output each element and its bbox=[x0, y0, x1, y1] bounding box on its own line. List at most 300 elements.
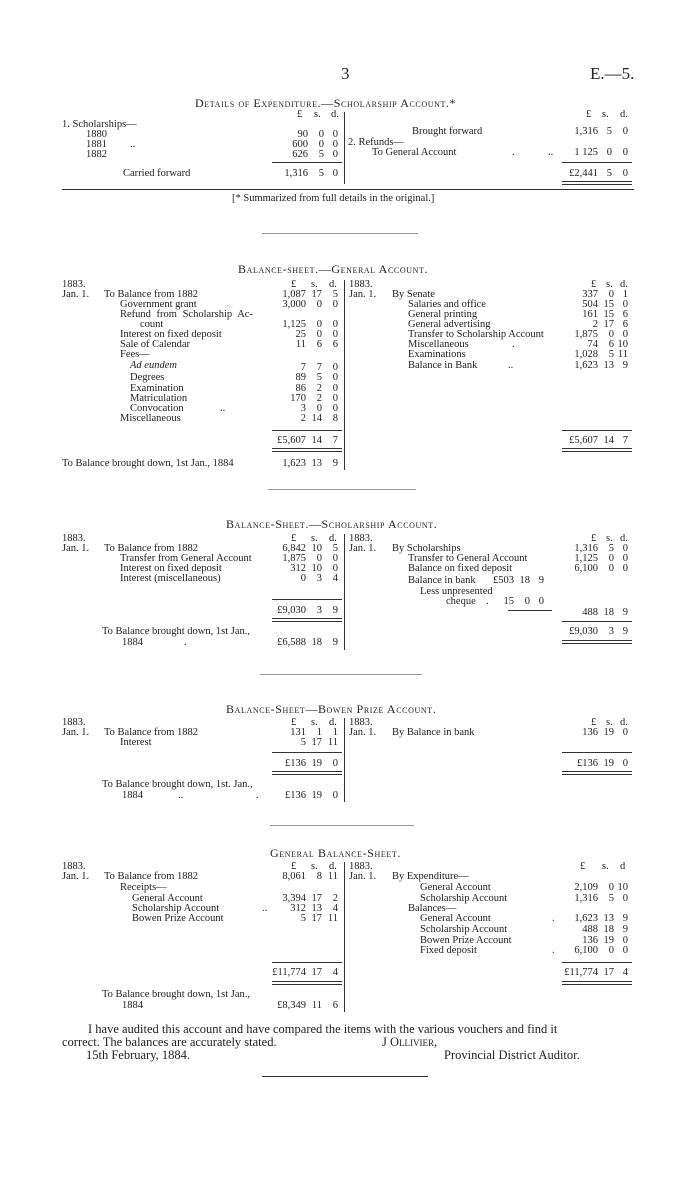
gb-left-total-pence: 4 bbox=[332, 967, 338, 978]
ga-right-pence: 0 bbox=[622, 329, 628, 340]
gb-expenditure-item: Scholarship Account bbox=[420, 893, 508, 904]
bp-left-shillings: 1 bbox=[316, 727, 322, 738]
audit-line-1: I have audited this account and have compared the items with the various vouchers and find it bbox=[88, 1022, 558, 1036]
sa-divider bbox=[344, 534, 345, 650]
ga-left-pounds: 170 bbox=[290, 393, 306, 404]
ga-year: 1883. bbox=[62, 279, 86, 290]
ga-right-col-shillings: s. bbox=[606, 279, 613, 290]
ga-right-pounds: 161 bbox=[582, 309, 598, 320]
ga-left-pounds: 11 bbox=[295, 339, 306, 350]
gb-right-date: Jan. 1. bbox=[349, 871, 377, 882]
carried-forward-shillings: 5 bbox=[318, 168, 324, 179]
bp-right-total-pence: 0 bbox=[622, 758, 628, 769]
ga-left-label: Fees— bbox=[120, 349, 150, 360]
sa-right-label: Transfer to General Account bbox=[408, 553, 528, 564]
gb-bal-pence: 9 bbox=[622, 924, 628, 935]
gb-left-total-pounds: £11,774 bbox=[272, 967, 306, 978]
carried-forward-pence: 0 bbox=[332, 168, 338, 179]
bp-right-date: Jan. 1. bbox=[349, 727, 377, 738]
sa-left-pounds: 0 bbox=[300, 573, 306, 584]
exp-divider bbox=[344, 112, 345, 184]
bowen-account-title: Balance-Sheet—Bowen Prize Account. bbox=[226, 702, 437, 716]
sa-cheque-shillings: 0 bbox=[524, 596, 530, 607]
refund-dots: .. bbox=[548, 147, 554, 158]
ga-right-pounds: 2 bbox=[592, 319, 598, 330]
sa-left-total-pounds: £9,030 bbox=[277, 605, 306, 616]
sa-cheque-pence: 0 bbox=[538, 596, 544, 607]
gb-brought-year: 1884 bbox=[122, 1000, 143, 1011]
sa-right-total-pence: 9 bbox=[622, 626, 628, 637]
gb-left-total-shillings: 17 bbox=[311, 967, 322, 978]
closing-rule bbox=[262, 1076, 428, 1077]
brought-forward-label: Brought forward bbox=[412, 126, 483, 137]
bp-right-year: 1883. bbox=[349, 717, 373, 728]
sa-left-total-shillings: 3 bbox=[316, 605, 322, 616]
bp-brought-dots: .. bbox=[178, 790, 184, 801]
ga-left-shillings: 2 bbox=[316, 393, 322, 404]
ga-right-label: Balance in Bank bbox=[408, 360, 478, 371]
section-separator bbox=[270, 825, 414, 826]
bp-right-pounds: 136 bbox=[582, 727, 598, 738]
ga-left-pence: 0 bbox=[332, 403, 338, 414]
bp-right-col-pence: d. bbox=[620, 717, 628, 728]
page-number: 3 bbox=[341, 64, 350, 83]
gb-right-total-pounds: £11,774 bbox=[564, 967, 598, 978]
exp-row-pence: 0 bbox=[332, 149, 338, 160]
ga-left-shillings: 0 bbox=[316, 403, 322, 414]
gb-exp-pence: 0 bbox=[622, 893, 628, 904]
ga-right-shillings: 0 bbox=[608, 329, 614, 340]
section-separator bbox=[260, 674, 422, 675]
bp-left-double-rule bbox=[272, 771, 342, 775]
gb-brought-pounds: £8,349 bbox=[277, 1000, 306, 1011]
sa-left-pounds: 312 bbox=[290, 563, 306, 574]
exp-total-pounds: £2,441 bbox=[569, 168, 598, 179]
bp-right-total-pounds: £136 bbox=[577, 758, 598, 769]
page-reference: E.—5. bbox=[590, 64, 635, 83]
exp-right-col-shillings: s. bbox=[602, 109, 609, 120]
sa-right-year: 1883. bbox=[349, 533, 373, 544]
bp-date: Jan. 1. bbox=[62, 727, 90, 738]
ga-left-total-rule bbox=[272, 430, 342, 431]
section-separator bbox=[268, 489, 416, 490]
ga-right-pence: 1 bbox=[622, 289, 628, 300]
sa-left-double-rule bbox=[272, 618, 342, 622]
bp-left-pounds: 131 bbox=[290, 727, 306, 738]
exp-bottom-rule bbox=[62, 189, 634, 190]
ga-left-pounds: 1,125 bbox=[282, 319, 306, 330]
section-separator bbox=[262, 233, 418, 234]
ga-brought-down-label: To Balance brought down, 1st Jan., 1884 bbox=[62, 458, 234, 469]
sa-right-label: Balance on fixed deposit bbox=[408, 563, 513, 574]
ga-left-shillings: 2 bbox=[316, 383, 322, 394]
ga-left-shillings: 0 bbox=[316, 319, 322, 330]
bp-left-pounds: 5 bbox=[300, 737, 306, 748]
sa-right-shillings: 0 bbox=[608, 553, 614, 564]
sa-brought-pounds: £6,588 bbox=[277, 637, 306, 648]
bp-right-col-pounds: £ bbox=[591, 717, 597, 728]
sa-left-shillings: 0 bbox=[316, 553, 322, 564]
bp-left-pence: 1 bbox=[332, 727, 338, 738]
ga-right-pounds: 1,875 bbox=[574, 329, 598, 340]
refund-label: To General Account bbox=[372, 147, 457, 158]
ga-left-pounds: 7 bbox=[300, 362, 306, 373]
sa-brought-dot: . bbox=[184, 637, 187, 648]
exp-row-pounds: 626 bbox=[292, 149, 308, 160]
exp-left-col-shillings: s. bbox=[314, 109, 321, 120]
gb-exp-shillings: 0 bbox=[608, 882, 614, 893]
ga-left-pence: 0 bbox=[332, 319, 338, 330]
sa-right-shillings: 0 bbox=[608, 563, 614, 574]
gb-left-total-rule bbox=[272, 962, 342, 963]
exp-right-col-pence: d. bbox=[620, 109, 628, 120]
ga-left-label: Government grant bbox=[120, 299, 197, 310]
bp-right-col-shillings: s. bbox=[606, 717, 613, 728]
gb-receipt-label: General Account bbox=[132, 893, 203, 904]
sa-bank-label: Balance in bank bbox=[408, 575, 476, 586]
ga-right-total-shillings: 14 bbox=[603, 435, 614, 446]
ga-left-total-shillings: 14 bbox=[311, 435, 322, 446]
sa-right-total-rule bbox=[562, 621, 632, 622]
ga-right-pounds: 1,028 bbox=[574, 349, 598, 360]
ga-left-label: Examination bbox=[130, 383, 184, 394]
sa-cheque-rule bbox=[508, 610, 552, 611]
gb-bal-pounds: 488 bbox=[582, 924, 598, 935]
bp-brought-down-label: To Balance brought down, 1st. Jan., bbox=[102, 779, 253, 790]
gb-right-total-pence: 4 bbox=[622, 967, 628, 978]
bp-left-total-pounds: £136 bbox=[285, 758, 306, 769]
bp-left-total-rule bbox=[272, 752, 342, 753]
sa-right-col-pence: d. bbox=[620, 533, 628, 544]
gb-left-first-label: To Balance from 1882 bbox=[104, 871, 199, 882]
exp-row-pence: 0 bbox=[332, 139, 338, 150]
sa-right-total-shillings: 3 bbox=[608, 626, 614, 637]
gb-right-col-pence: d bbox=[620, 861, 626, 872]
exp-row-shillings: 0 bbox=[318, 139, 324, 150]
sa-less-label: Less unpresented bbox=[420, 586, 493, 597]
ga-right-shillings: 15 bbox=[603, 309, 614, 320]
gb-exp-shillings: 5 bbox=[608, 893, 614, 904]
ga-left-label: Convocation bbox=[130, 403, 184, 414]
bp-brought-pence: 0 bbox=[332, 790, 338, 801]
ga-col-pence: d. bbox=[329, 279, 337, 290]
gb-bal-shillings: 0 bbox=[608, 945, 614, 956]
sa-bank-net-shillings: 18 bbox=[603, 607, 614, 618]
brought-forward-pence: 0 bbox=[622, 126, 628, 137]
sa-left-pounds: 1,875 bbox=[282, 553, 306, 564]
sa-left-label: Interest on fixed deposit bbox=[120, 563, 222, 574]
ga-right-shillings: 17 bbox=[603, 319, 614, 330]
ga-right-col-pounds: £ bbox=[591, 279, 597, 290]
bp-left-label: Interest bbox=[120, 737, 152, 748]
ga-right-pounds: 74 bbox=[587, 339, 598, 350]
sa-brought-down-label: To Balance brought down, 1st Jan., bbox=[102, 626, 250, 637]
ga-date: Jan. 1. bbox=[62, 289, 90, 300]
bp-right-pence: 0 bbox=[622, 727, 628, 738]
ga-convocation-dots: .. bbox=[220, 403, 226, 414]
ga-col-shillings: s. bbox=[311, 279, 318, 290]
sa-right-col-pounds: £ bbox=[591, 533, 597, 544]
general-balance-title: General Balance-Sheet. bbox=[270, 846, 401, 860]
ga-left-pence: 0 bbox=[332, 372, 338, 383]
gb-gen-dot: . bbox=[552, 913, 555, 924]
bp-right-double-rule bbox=[562, 771, 632, 775]
bp-right-total-rule bbox=[562, 752, 632, 753]
bp-right-total-shillings: 19 bbox=[603, 758, 614, 769]
ga-left-label: Matriculation bbox=[130, 393, 188, 404]
ga-right-date: Jan. 1. bbox=[349, 289, 377, 300]
ga-left-pence: 0 bbox=[332, 393, 338, 404]
sa-right-pounds: 6,100 bbox=[574, 563, 598, 574]
ga-left-total-pence: 7 bbox=[332, 435, 338, 446]
sa-left-pence: 5 bbox=[332, 543, 338, 554]
ga-left-pounds: 3 bbox=[300, 403, 306, 414]
gb-fixed-dot: . bbox=[552, 945, 555, 956]
ga-right-total-pence: 7 bbox=[622, 435, 628, 446]
gb-right-year: 1883. bbox=[349, 861, 373, 872]
ga-left-label: Degrees bbox=[130, 372, 165, 383]
gb-receipt-pounds: 312 bbox=[290, 903, 306, 914]
ga-bank-dots: .. bbox=[508, 360, 514, 371]
bp-left-pence: 11 bbox=[327, 737, 338, 748]
ga-brought-pence: 9 bbox=[332, 458, 338, 469]
exp-row-pence: 0 bbox=[332, 129, 338, 140]
gb-receipt-pence: 2 bbox=[332, 893, 338, 904]
gb-bal-shillings: 13 bbox=[603, 913, 614, 924]
bp-col-pence: d. bbox=[329, 717, 337, 728]
gb-divider bbox=[344, 862, 345, 1012]
sa-right-pounds: 1,125 bbox=[574, 553, 598, 564]
ga-left-pounds: 89 bbox=[295, 372, 306, 383]
sa-right-double-rule bbox=[562, 640, 632, 644]
ga-right-pence: 6 bbox=[622, 309, 628, 320]
gb-col-pence: d. bbox=[329, 861, 337, 872]
exp-row-shillings: 5 bbox=[318, 149, 324, 160]
ga-left-pounds: 86 bbox=[295, 383, 306, 394]
gb-right-total-shillings: 17 bbox=[603, 967, 614, 978]
bp-col-shillings: s. bbox=[311, 717, 318, 728]
brought-forward-pounds: 1,316 bbox=[574, 126, 598, 137]
refund-pounds: 1 125 bbox=[574, 147, 598, 158]
gb-left-first-shillings: 8 bbox=[316, 871, 322, 882]
gb-receipt-dots: .. bbox=[262, 903, 268, 914]
ga-left-pounds: 1,087 bbox=[282, 289, 306, 300]
bp-brought-pounds: £136 bbox=[285, 790, 306, 801]
bp-left-total-pence: 0 bbox=[332, 758, 338, 769]
sa-brought-shillings: 18 bbox=[311, 637, 322, 648]
ga-brought-shillings: 13 bbox=[311, 458, 322, 469]
carried-forward-pounds: 1,316 bbox=[284, 168, 308, 179]
ga-left-shillings: 0 bbox=[316, 299, 322, 310]
ga-right-pence: 0 bbox=[622, 299, 628, 310]
ga-left-pence: 5 bbox=[332, 289, 338, 300]
sa-right-total-pounds: £9,030 bbox=[569, 626, 598, 637]
sa-left-total-rule bbox=[272, 599, 342, 600]
ga-left-shillings: 7 bbox=[316, 362, 322, 373]
gb-bal-pounds: 6,100 bbox=[574, 945, 598, 956]
gb-receipt-label: Scholarship Account bbox=[132, 903, 220, 914]
ga-left-label: Refund from Scholarship Ac- bbox=[120, 309, 253, 320]
refund-pence: 0 bbox=[622, 147, 628, 158]
ga-right-total-pounds: £5,607 bbox=[569, 435, 598, 446]
exp-row-label: 1882 bbox=[86, 149, 107, 160]
ga-right-year: 1883. bbox=[349, 279, 373, 290]
sa-right-pence: 0 bbox=[622, 563, 628, 574]
ga-left-pence: 0 bbox=[332, 383, 338, 394]
scholarships-heading: 1. Scholarships— bbox=[62, 119, 137, 130]
sa-left-pence: 4 bbox=[332, 573, 338, 584]
exp-row-label: 1881 bbox=[86, 139, 107, 150]
bp-brought-dot: . bbox=[256, 790, 259, 801]
audit-title: Provincial District Auditor. bbox=[444, 1048, 580, 1062]
sa-right-col-shillings: s. bbox=[606, 533, 613, 544]
gb-receipts-label: Receipts— bbox=[120, 882, 167, 893]
sa-left-pence: 0 bbox=[332, 553, 338, 564]
gb-bal-pence: 0 bbox=[622, 935, 628, 946]
ga-left-label: To Balance from 1882 bbox=[104, 289, 199, 300]
ga-right-double-rule bbox=[562, 448, 632, 452]
audit-line-2: correct. The balances are accurately stated. bbox=[62, 1035, 277, 1049]
sa-left-pence: 0 bbox=[332, 563, 338, 574]
gb-balance-item: Scholarship Account bbox=[420, 924, 508, 935]
sa-right-label: By Scholarships bbox=[392, 543, 461, 554]
ga-col-pounds: £ bbox=[291, 279, 297, 290]
sa-col-pounds: £ bbox=[291, 533, 297, 544]
bp-year: 1883. bbox=[62, 717, 86, 728]
ga-left-label: Ad eundem bbox=[130, 360, 177, 371]
bp-right-shillings: 19 bbox=[603, 727, 614, 738]
sa-left-shillings: 3 bbox=[316, 573, 322, 584]
sa-year: 1883. bbox=[62, 533, 86, 544]
exp-total-shillings: 5 bbox=[606, 168, 612, 179]
ga-right-pounds: 1,623 bbox=[574, 360, 598, 371]
ga-right-pounds: 337 bbox=[582, 289, 598, 300]
gb-balance-item: General Account bbox=[420, 913, 491, 924]
gb-exp-pounds: 2,109 bbox=[574, 882, 598, 893]
gb-year: 1883. bbox=[62, 861, 86, 872]
ga-brought-pounds: 1,623 bbox=[282, 458, 306, 469]
ga-left-pounds: 2 bbox=[300, 413, 306, 424]
gb-receipt-pence: 4 bbox=[332, 903, 338, 914]
exp-total-rule bbox=[562, 162, 632, 163]
gb-receipt-shillings: 13 bbox=[311, 903, 322, 914]
gb-left-first-pounds: 8,061 bbox=[282, 871, 306, 882]
bp-col-pounds: £ bbox=[291, 717, 297, 728]
sa-right-pence: 0 bbox=[622, 543, 628, 554]
bp-divider bbox=[344, 718, 345, 802]
refunds-heading: 2. Refunds— bbox=[348, 137, 404, 148]
gb-receipt-pence: 11 bbox=[327, 913, 338, 924]
exp-row-shillings: 0 bbox=[318, 129, 324, 140]
sa-left-label: Interest (miscellaneous) bbox=[120, 573, 221, 584]
sa-right-date: Jan. 1. bbox=[349, 543, 377, 554]
gb-exp-pence: 10 bbox=[617, 882, 628, 893]
ga-right-shillings: 15 bbox=[603, 299, 614, 310]
sa-cheque-pounds: 15 bbox=[503, 596, 514, 607]
gb-right-col-shillings: s. bbox=[602, 861, 609, 872]
sa-cheque-label: cheque bbox=[446, 596, 476, 607]
gb-bal-shillings: 18 bbox=[603, 924, 614, 935]
ga-left-shillings: 17 bbox=[311, 289, 322, 300]
ga-right-col-pence: d. bbox=[620, 279, 628, 290]
gb-brought-pence: 6 bbox=[332, 1000, 338, 1011]
bp-left-total-shillings: 19 bbox=[311, 758, 322, 769]
ga-left-pence: 6 bbox=[332, 339, 338, 350]
expenditure-title: Details of Expenditure.—Scholarship Account.* bbox=[195, 96, 457, 110]
sa-date: Jan. 1. bbox=[62, 543, 90, 554]
scholarship-account-title: Balance-Sheet.—Scholarship Account. bbox=[226, 517, 438, 531]
ga-left-label: count bbox=[140, 319, 164, 330]
sa-brought-year: 1884 bbox=[122, 637, 143, 648]
gb-expenditure-item: General Account bbox=[420, 882, 491, 893]
ga-left-label: Sale of Calendar bbox=[120, 339, 190, 350]
ga-right-shillings: 13 bbox=[603, 360, 614, 371]
ga-left-pence: 0 bbox=[332, 329, 338, 340]
ga-divider bbox=[344, 280, 345, 470]
ga-right-shillings: 5 bbox=[608, 349, 614, 360]
ga-left-pence: 0 bbox=[332, 299, 338, 310]
gb-receipt-pounds: 3,394 bbox=[282, 893, 306, 904]
bp-brought-year: 1884 bbox=[122, 790, 143, 801]
gb-right-col-pounds: £ bbox=[580, 861, 586, 872]
exp-right-col-pounds: £ bbox=[586, 109, 592, 120]
exp-row-pounds: 600 bbox=[292, 139, 308, 150]
exp-row-label: 1880 bbox=[86, 129, 107, 140]
ga-left-pence: 8 bbox=[332, 413, 338, 424]
ga-right-label: General printing bbox=[408, 309, 478, 320]
sa-bank-net-pounds: 488 bbox=[582, 607, 598, 618]
exp-left-col-pounds: £ bbox=[297, 109, 303, 120]
gb-bal-pounds: 1,623 bbox=[574, 913, 598, 924]
ga-left-shillings: 6 bbox=[316, 339, 322, 350]
sa-bank-inner-pounds: £503 bbox=[493, 575, 514, 586]
sa-bank-inner-shillings: 18 bbox=[519, 575, 530, 586]
ga-right-shillings: 6 bbox=[608, 339, 614, 350]
ga-left-label: Miscellaneous bbox=[120, 413, 181, 424]
ga-right-label: Transfer to Scholarship Account bbox=[408, 329, 544, 340]
exp-total-pence: 0 bbox=[622, 168, 628, 179]
gb-receipt-shillings: 17 bbox=[311, 913, 322, 924]
refund-shillings: 0 bbox=[606, 147, 612, 158]
general-account-title: Balance-sheet.—General Account. bbox=[238, 262, 429, 276]
ga-left-pounds: 3,000 bbox=[282, 299, 306, 310]
audit-date: 15th February, 1884. bbox=[86, 1048, 191, 1062]
gb-bal-shillings: 19 bbox=[603, 935, 614, 946]
gb-balance-item: Fixed deposit bbox=[420, 945, 477, 956]
sa-left-total-pence: 9 bbox=[332, 605, 338, 616]
sa-left-label: To Balance from 1882 bbox=[104, 543, 199, 554]
sa-brought-pence: 9 bbox=[332, 637, 338, 648]
ga-left-shillings: 0 bbox=[316, 329, 322, 340]
ga-right-label: Miscellaneous bbox=[408, 339, 469, 350]
ga-right-total-rule bbox=[562, 430, 632, 431]
ga-right-pence: 9 bbox=[622, 360, 628, 371]
sa-left-pounds: 6,842 bbox=[282, 543, 306, 554]
sa-bank-inner-pence: 9 bbox=[538, 575, 544, 586]
gb-right-total-rule bbox=[562, 962, 632, 963]
gb-receipt-pounds: 5 bbox=[300, 913, 306, 924]
sa-bank-net-pence: 9 bbox=[622, 607, 628, 618]
ga-right-label: Examinations bbox=[408, 349, 466, 360]
ga-left-double-rule bbox=[272, 448, 342, 452]
brought-forward-shillings: 5 bbox=[606, 126, 612, 137]
gb-balance-item: Bowen Prize Account bbox=[420, 935, 512, 946]
gb-col-shillings: s. bbox=[311, 861, 318, 872]
bp-right-label: By Balance in bank bbox=[392, 727, 475, 738]
gb-expenditure-label: By Expenditure— bbox=[392, 871, 469, 882]
refund-dot: . bbox=[512, 147, 515, 158]
carried-forward-label: Carried forward bbox=[123, 168, 191, 179]
